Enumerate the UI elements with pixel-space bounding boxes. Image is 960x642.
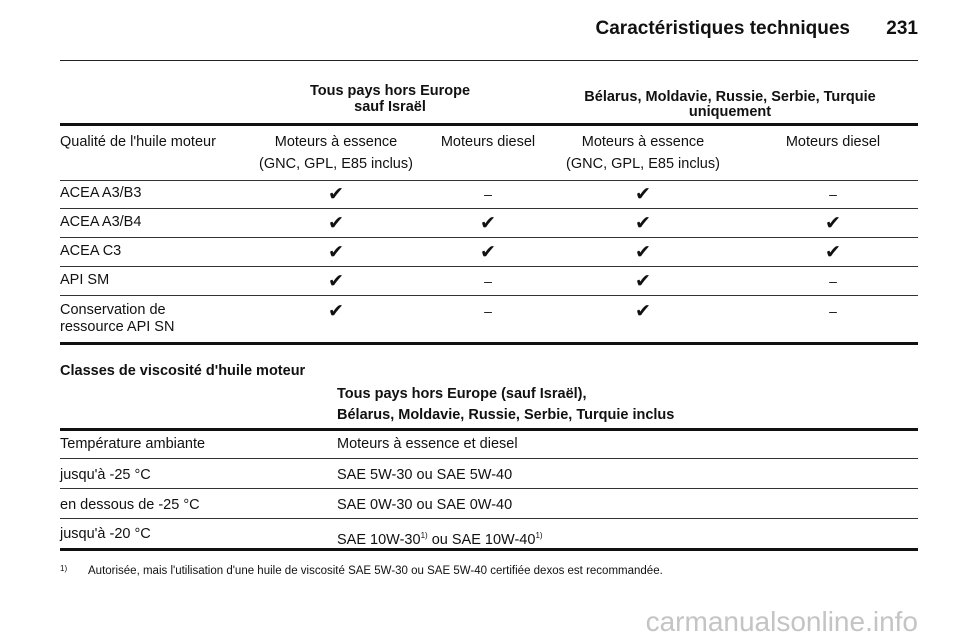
row-label: ACEA A3/B3 bbox=[60, 185, 142, 201]
checkmark-icon: ✔ bbox=[480, 241, 496, 263]
dash-mark: – bbox=[829, 303, 837, 319]
footnote-ref: 1) bbox=[535, 531, 543, 540]
grade-cell bbox=[337, 532, 543, 549]
temp-cell: en dessous de -25 °C bbox=[60, 497, 200, 513]
grade-cell: SAE 0W-30 ou SAE 0W-40 bbox=[337, 497, 513, 513]
dash-mark: – bbox=[484, 186, 492, 202]
table2-header-rule bbox=[60, 458, 918, 459]
table1-top-rule bbox=[60, 123, 918, 126]
grade-a: SAE 10W-30 bbox=[337, 532, 421, 548]
checkmark-icon: ✔ bbox=[635, 183, 651, 205]
header-rule bbox=[60, 60, 918, 61]
viscosity-region-line2: Bélarus, Moldavie, Russie, Serbie, Turquie inclus bbox=[337, 407, 675, 423]
dash-mark: – bbox=[484, 273, 492, 289]
row-label: API SM bbox=[60, 272, 110, 288]
row-label: ACEA A3/B4 bbox=[60, 214, 142, 230]
table2-bottom-rule bbox=[60, 548, 918, 551]
col-header-engines: Moteurs à essence et diesel bbox=[337, 436, 518, 452]
temp-cell: jusqu'à -20 °C bbox=[60, 526, 151, 542]
checkmark-icon: ✔ bbox=[635, 300, 651, 322]
watermark: carmanualsonline.info bbox=[645, 606, 918, 637]
region-a-line1: Tous pays hors Europe bbox=[309, 83, 471, 99]
footnote-mark: 1) bbox=[60, 564, 68, 573]
col-header-diesel-b: Moteurs diesel bbox=[785, 134, 881, 150]
region-b-line2: uniquement bbox=[688, 104, 772, 120]
row-label: Conservation de bbox=[60, 302, 166, 318]
grade-cell: SAE 5W-30 ou SAE 5W-40 bbox=[337, 467, 513, 483]
col-header-quality: Qualité de l'huile moteur bbox=[60, 134, 216, 150]
checkmark-icon: ✔ bbox=[635, 241, 651, 263]
table2-row-rule bbox=[60, 488, 918, 489]
checkmark-icon: ✔ bbox=[480, 212, 496, 234]
row-label: ACEA C3 bbox=[60, 243, 122, 259]
checkmark-icon: ✔ bbox=[328, 300, 344, 322]
section-title: Classes de viscosité d'huile moteur bbox=[60, 363, 306, 379]
table1-row-rule bbox=[60, 237, 918, 238]
table2-row-rule bbox=[60, 518, 918, 519]
region-b-line1: Bélarus, Moldavie, Russie, Serbie, Turquie bbox=[584, 89, 876, 105]
col-header-diesel-a: Moteurs diesel bbox=[440, 134, 536, 150]
col-header-petrol-a: Moteurs à essence bbox=[274, 134, 398, 150]
dash-mark: – bbox=[484, 303, 492, 319]
checkmark-icon: ✔ bbox=[825, 241, 841, 263]
dash-mark: – bbox=[829, 273, 837, 289]
table1-header-rule bbox=[60, 180, 918, 181]
checkmark-icon: ✔ bbox=[328, 212, 344, 234]
region-a-line2: sauf Israël bbox=[354, 99, 426, 115]
page-number: 231 bbox=[886, 18, 918, 39]
col-header-petrol-b: Moteurs à essence bbox=[581, 134, 705, 150]
checkmark-icon: ✔ bbox=[328, 270, 344, 292]
row-label: ressource API SN bbox=[60, 319, 175, 335]
checkmark-icon: ✔ bbox=[825, 212, 841, 234]
checkmark-icon: ✔ bbox=[635, 270, 651, 292]
grade-joiner: ou SAE 10W-40 bbox=[427, 532, 536, 548]
page-header-title: Caractéristiques techniques bbox=[595, 18, 850, 39]
temp-cell: jusqu'à -25 °C bbox=[60, 467, 151, 483]
col-header-temperature: Température ambiante bbox=[60, 436, 206, 452]
dash-mark: – bbox=[829, 186, 837, 202]
col-header-petrol-b-note: (GNC, GPL, E85 inclus) bbox=[566, 156, 720, 172]
table2-top-rule bbox=[60, 428, 918, 431]
table1-bottom-rule bbox=[60, 342, 918, 345]
table1-row-rule bbox=[60, 208, 918, 209]
table1-row-rule bbox=[60, 295, 918, 296]
col-header-petrol-a-note: (GNC, GPL, E85 inclus) bbox=[259, 156, 413, 172]
checkmark-icon: ✔ bbox=[635, 212, 651, 234]
checkmark-icon: ✔ bbox=[328, 183, 344, 205]
footnote-text: Autorisée, mais l'utilisation d'une huile de viscosité SAE 5W-30 ou SAE 5W-40 certifiée dexos est recommandée. bbox=[88, 565, 663, 577]
table1-row-rule bbox=[60, 266, 918, 267]
checkmark-icon: ✔ bbox=[328, 241, 344, 263]
viscosity-region-line1: Tous pays hors Europe (sauf Israël), bbox=[337, 386, 587, 402]
footnote-ref: 1) bbox=[420, 531, 428, 540]
